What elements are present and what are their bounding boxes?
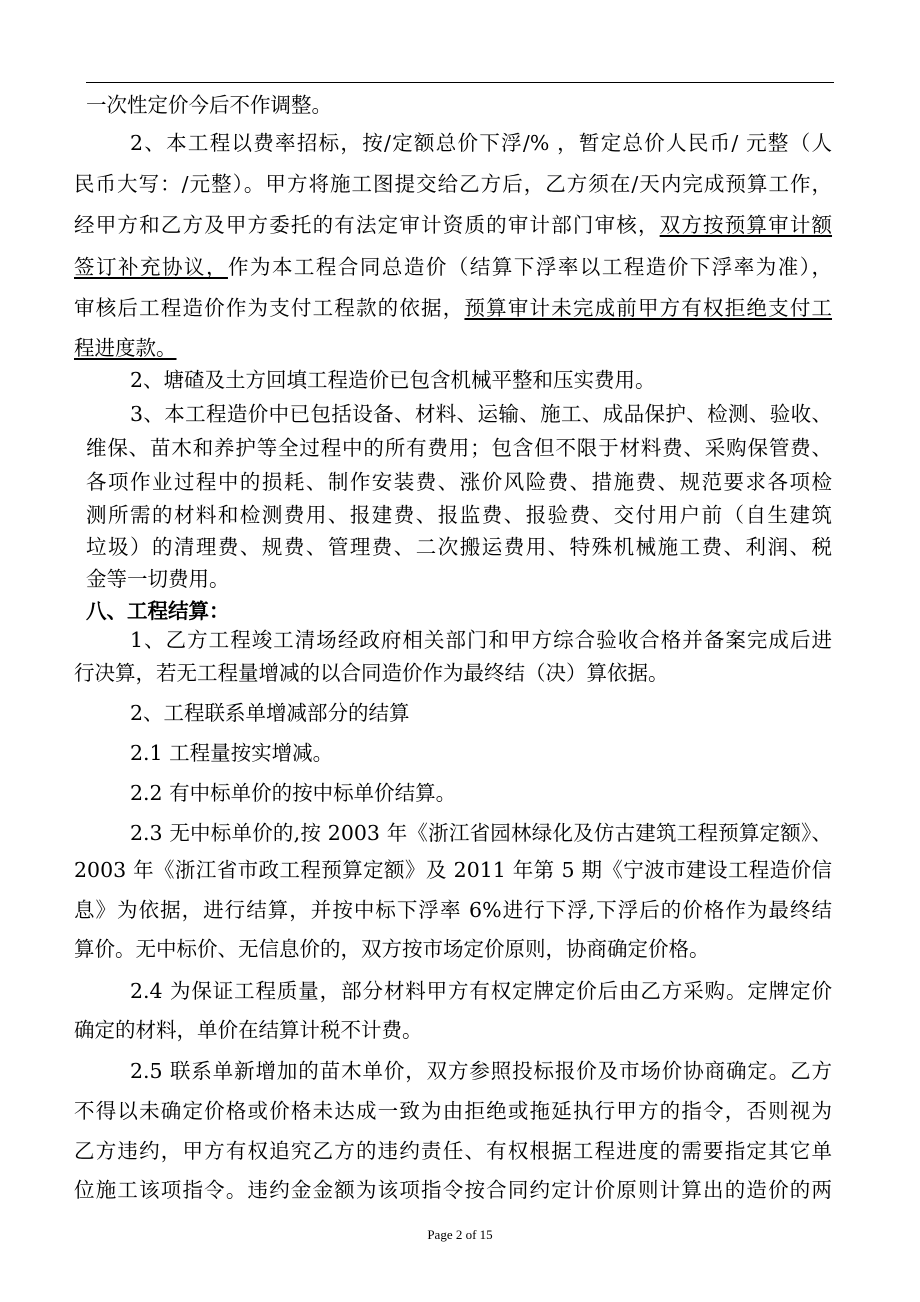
text-line: 2、工程联系单增减部分的结算	[130, 701, 410, 725]
text-line: 民币大写：/元整）。甲方将施工图提交给乙方后，乙方须在/天内完成预算工作，	[74, 172, 832, 196]
text-line: 不得以未确定价格或价格未达成一致为由拒绝或拖延执行甲方的指令，否则视为	[74, 1099, 832, 1123]
text-line: 2.3 无中标单价的,按 2003 年《浙江省园林绿化及仿古建筑工程预算定额》、	[130, 821, 832, 845]
text-line: 乙方违约，甲方有权追究乙方的违约责任、有权根据工程进度的需要指定其它单	[74, 1139, 832, 1163]
text-line: 2.4 为保证工程质量，部分材料甲方有权定牌定价后由乙方采购。定牌定价	[130, 979, 832, 1003]
text-line: 确定的材料，单价在结算计税不计费。	[74, 1018, 423, 1042]
text-line: 2.2 有中标单价的按中标单价结算。	[130, 781, 457, 805]
text-line	[74, 212, 832, 238]
text-segment: 审核后工程造价作为支付工程款的依据，	[74, 296, 465, 320]
underlined-segment: 双方按预算审计额	[659, 213, 833, 237]
text-line: 行决算，若无工程量增减的以合同造价作为最终结（决）算依据。	[74, 661, 669, 685]
header-rule	[86, 82, 834, 83]
section-heading: 八、工程结算：	[86, 599, 230, 623]
text-line: 1、乙方工程竣工清场经政府相关部门和甲方综合验收合格并备案完成后进	[130, 628, 832, 652]
text-line: 一次性定价今后不作调整。	[86, 93, 332, 117]
text-segment: 经甲方和乙方及甲方委托的有法定审计资质的审计部门审核，	[74, 213, 660, 237]
text-line: 2、本工程以费率招标，按/定额总价下浮/% ，暂定总价人民币/ 元整（人	[130, 131, 832, 155]
text-line: 2、塘碴及土方回填工程造价已包含机械平整和压实费用。	[130, 368, 656, 392]
underlined-segment: 签订补充协议，	[74, 255, 228, 279]
page-footer: Page 2 of 15	[427, 1227, 493, 1242]
text-line: 2.5 联系单新增加的苗木单价，双方参照投标报价及市场价协商确定。乙方	[130, 1059, 832, 1083]
text-line: 2.1 工程量按实增减。	[130, 741, 334, 765]
text-line: 测所需的材料和检测费用、报建费、报监费、报验费、交付用户前（自生建筑	[86, 503, 832, 527]
text-line	[74, 295, 832, 321]
text-line: 各项作业过程中的损耗、制作安装费、涨价风险费、措施费、规范要求各项检	[86, 470, 832, 494]
text-segment: 作为本工程合同总造价（结算下浮率以工程造价下浮率为准），	[227, 255, 833, 279]
text-line: 3、本工程造价中已包括设备、材料、运输、施工、成品保护、检测、验收、	[130, 402, 832, 426]
text-line: 金等一切费用。	[86, 567, 230, 591]
underlined-segment: 预算审计未完成前甲方有权拒绝支付工	[464, 296, 833, 320]
text-line: 维保、苗木和养护等全过程中的所有费用；包含但不限于材料费、采购保管费、	[86, 436, 832, 460]
text-line: 位施工该项指令。违约金金额为该项指令按合同约定计价原则计算出的造价的两	[74, 1178, 832, 1202]
underlined-segment: 程进度款。	[74, 336, 177, 360]
text-line: 垃圾）的清理费、规费、管理费、二次搬运费用、特殊机械施工费、利润、税	[86, 535, 832, 559]
text-line: 息》为依据，进行结算，并按中标下浮率 6%进行下浮,下浮后的价格作为最终结	[74, 898, 832, 922]
text-line: 算价。无中标价、无信息价的，双方按市场定价原则，协商确定价格。	[74, 937, 710, 961]
text-line	[74, 254, 832, 280]
text-line	[74, 335, 177, 361]
text-line: 2003 年《浙江省市政工程预算定额》及 2011 年第 5 期《宁波市建设工程造价信	[74, 858, 832, 882]
